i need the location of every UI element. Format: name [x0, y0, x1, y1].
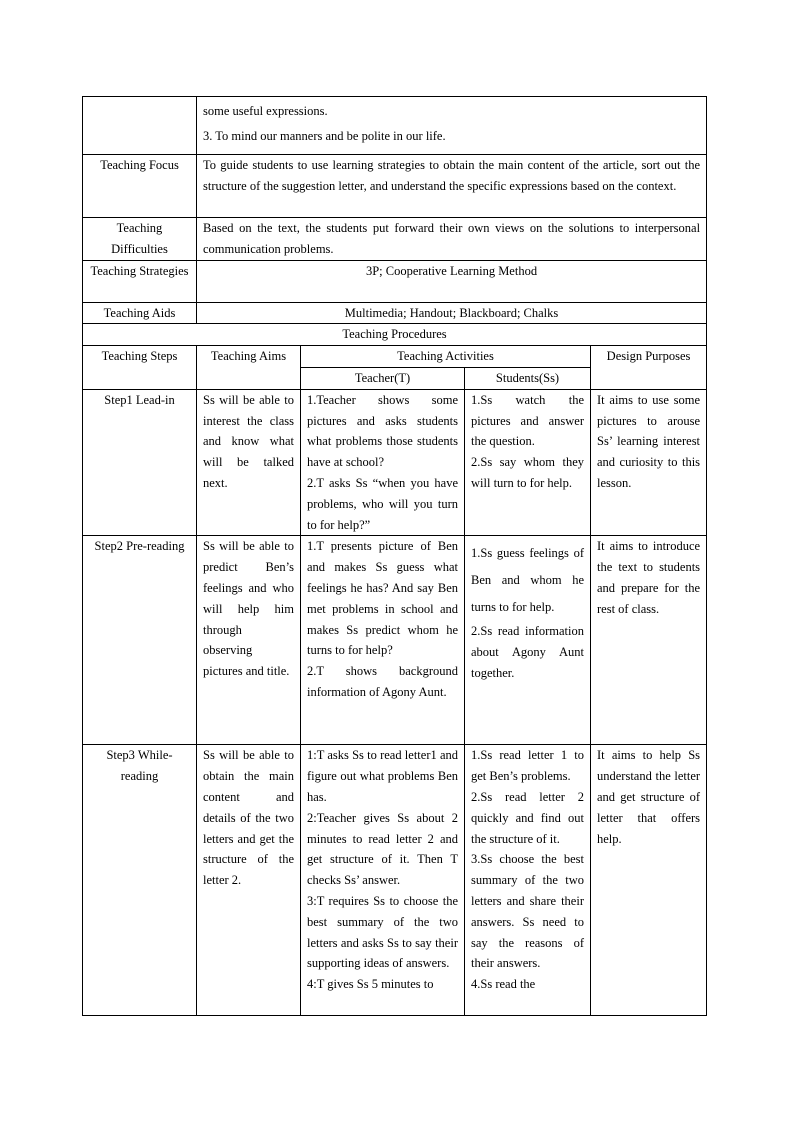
- step-row-pre-reading: [83, 536, 707, 745]
- objectives-label-cell: [83, 97, 197, 155]
- lesson-plan-table: [82, 96, 707, 1016]
- teacher-activity-item: 1:T asks Ss to read letter1 and figure out what problems Ben has.: [307, 748, 458, 804]
- strategies-label: Teaching Strategies: [83, 260, 197, 302]
- step-student-activities: [465, 536, 591, 745]
- student-activity-item: 2.Ss read information about Agony Aunt together.: [471, 624, 584, 680]
- teacher-activity-item: 3:T requires Ss to choose the best summary of the two letters and asks Ss to say their supporting ideas of answers.: [307, 893, 458, 971]
- student-activity-item: 4.Ss read the: [471, 977, 536, 992]
- step-row-while-reading: [83, 745, 707, 1016]
- step-purpose: It aims to introduce the text to students and prepare for the rest of class.: [591, 536, 707, 745]
- focus-row: [83, 155, 707, 218]
- focus-label: Teaching Focus: [83, 155, 197, 218]
- step-teacher-activities: [301, 389, 465, 536]
- focus-text: To guide students to use learning strategies to obtain the main content of the article, sort out the structure of the suggestion letter, and understand the specific expressions based on the context.: [197, 155, 707, 218]
- teacher-activity-item: 2.T shows background information of Agony Aunt.: [307, 664, 458, 699]
- step-row-lead-in: [83, 389, 707, 536]
- difficulties-label: Teaching Difficulties: [83, 218, 197, 261]
- header-teacher: Teacher(T): [301, 367, 465, 389]
- student-activity-item: 2.Ss read letter 2 quickly and find out the structure of it.: [471, 789, 584, 846]
- procedures-title-row: [83, 324, 707, 346]
- step-purpose: It aims to help Ss understand the letter and get structure of letter that offers help.: [591, 745, 707, 1016]
- teacher-activity-item: 2:Teacher gives Ss about 2 minutes to read letter 2 and get structure of it. Then T checks Ss’ answer.: [307, 810, 458, 888]
- objectives-line: 3. To mind our manners and be polite in our life.: [203, 128, 446, 143]
- student-activity-item: 1.Ss guess feelings of Ben and whom he turns to for help.: [471, 546, 584, 615]
- student-activity-item: 1.Ss read letter 1 to get Ben’s problems.: [471, 748, 584, 784]
- objectives-cell: [197, 97, 707, 155]
- header-activities: Teaching Activities: [301, 346, 591, 368]
- objectives-row: [83, 97, 707, 155]
- header-students: Students(Ss): [465, 367, 591, 389]
- header-steps: Teaching Steps: [83, 346, 197, 390]
- teacher-activity-item: 4:T gives Ss 5 minutes to: [307, 977, 434, 992]
- teacher-activity-item: 1.Teacher shows some pictures and asks students what problems those students have at school?: [307, 392, 458, 470]
- strategies-text: 3P; Cooperative Learning Method: [197, 260, 707, 302]
- student-activity-item: 2.Ss say whom they will turn to for help.: [471, 455, 584, 490]
- step-name: Step2 Pre-reading: [83, 536, 197, 745]
- aids-text: Multimedia; Handout; Blackboard; Chalks: [197, 302, 707, 324]
- procedures-header-row: [83, 346, 707, 368]
- step-teacher-activities: [301, 536, 465, 745]
- header-purposes: Design Purposes: [591, 346, 707, 390]
- step-teacher-activities: [301, 745, 465, 1016]
- aids-row: [83, 302, 707, 324]
- step-aims: Ss will be able to predict Ben’s feelings and who will help him through observing pictures and title.: [197, 536, 301, 745]
- step-student-activities: [465, 745, 591, 1016]
- step-student-activities: [465, 389, 591, 536]
- teacher-activity-item: 2.T asks Ss “when you have problems, who will you turn to for help?”: [307, 475, 458, 532]
- header-aims: Teaching Aims: [197, 346, 301, 390]
- step-aims: Ss will be able to obtain the main content and details of the two letters and get the structure of the letter 2.: [197, 745, 301, 1016]
- objectives-line: some useful expressions.: [203, 104, 328, 118]
- difficulties-text: Based on the text, the students put forward their own views on the solutions to interpersonal communication problems.: [197, 218, 707, 261]
- student-activity-item: 3.Ss choose the best summary of the two letters and share their answers. Ss need to say the reasons of their answers.: [471, 852, 584, 971]
- difficulties-row: [83, 218, 707, 261]
- strategies-row: [83, 260, 707, 302]
- student-activity-item: 1.Ss watch the pictures and answer the question.: [471, 392, 584, 449]
- step-name: Step1 Lead-in: [83, 389, 197, 536]
- step-name: Step3 While-reading: [83, 745, 197, 1016]
- teacher-activity-item: 1.T presents picture of Ben and makes Ss guess what feelings he has? And say Ben met problems in school and makes Ss predict whom he turns to for help?: [307, 539, 458, 658]
- aids-label: Teaching Aids: [83, 302, 197, 324]
- step-purpose: It aims to use some pictures to arouse Ss’ learning interest and curiosity to this lesson.: [591, 389, 707, 536]
- procedures-title: Teaching Procedures: [83, 324, 707, 346]
- step-aims: Ss will be able to interest the class and know what will be talked next.: [197, 389, 301, 536]
